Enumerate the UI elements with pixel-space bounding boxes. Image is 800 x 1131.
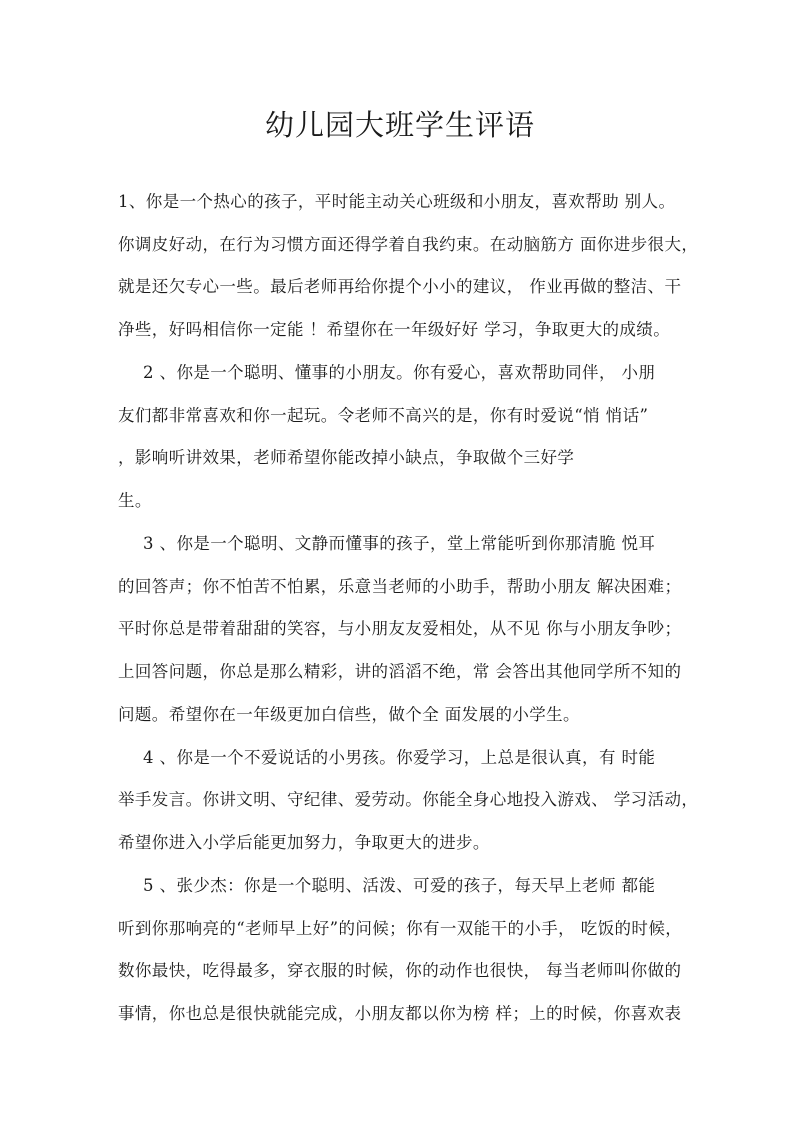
text-line: 上回答问题，你总是那么精彩，讲的滔滔不绝，常 会答出其他同学所不知的 bbox=[118, 662, 682, 681]
text-line: 净些，好吗相信你一定能 ！希望你在一年级好好 学习，争取更大的成绩。 bbox=[118, 320, 671, 339]
text-line: 生。 bbox=[118, 491, 152, 510]
text-line: 举手发言。你讲文明、守纪律、爱劳动。你能全身心地投入游戏、 学习活动， bbox=[118, 790, 699, 809]
text-line: 听到你那响亮的“老师早上好”的问候；你有一双能干的小手， 吃饭的时候， bbox=[118, 919, 683, 938]
text-line: 1、你是一个热心的孩子，平时能主动关心班级和小朋友，喜欢帮助 别人。 bbox=[118, 192, 676, 211]
text-line: 希望你进入小学后能更加努力，争取更大的进步。 bbox=[118, 833, 490, 852]
text-line: 5 、张少杰：你是一个聪明、活泼、可爱的孩子，每天早上老师 都能 bbox=[143, 876, 656, 895]
text-line: 就是还欠专心一些。最后老师再给你提个小小的建议， 作业再做的整洁、干 bbox=[118, 277, 682, 296]
text-line: 友们都非常喜欢和你一起玩。令老师不高兴的是，你有时爱说“悄 悄话” bbox=[118, 406, 649, 425]
text-line: 的回答声；你不怕苦不怕累，乐意当老师的小助手，帮助小朋友 解决困难； bbox=[118, 577, 682, 596]
page-title: 幼儿园大班学生评语 bbox=[264, 108, 535, 142]
text-line: 问题。希望你在一年级更加白信些，做个全 面发展的小学生。 bbox=[118, 705, 580, 724]
text-line: 4 、你是一个不爱说话的小男孩。你爱学习，上总是很认真，有 时能 bbox=[143, 748, 656, 767]
text-line: 数你最快，吃得最多，穿衣服的时候，你的动作也很快， 每当老师叫你做的 bbox=[118, 961, 682, 980]
text-line: 平时你总是带着甜甜的笑容，与小朋友友爱相处，从不见 你与小朋友争吵； bbox=[118, 619, 682, 638]
text-line: 3 、你是一个聪明、文静而懂事的孩子，堂上常能听到你那清脆 悦耳 bbox=[143, 534, 656, 553]
text-line: 事情，你也总是很快就能完成，小朋友都以你为榜 样；上的时候，你喜欢表 bbox=[118, 1004, 682, 1023]
text-line: 2 、你是一个聪明、懂事的小朋友。你有爱心，喜欢帮助同伴， 小朋 bbox=[143, 363, 656, 382]
text-line: 你调皮好动，在行为习惯方面还得学着自我约束。在动脑筋方 面你进步很大， bbox=[118, 235, 699, 254]
text-line: ，影响听讲效果，老师希望你能改掉小缺点，争取做个三好学 bbox=[118, 448, 575, 467]
